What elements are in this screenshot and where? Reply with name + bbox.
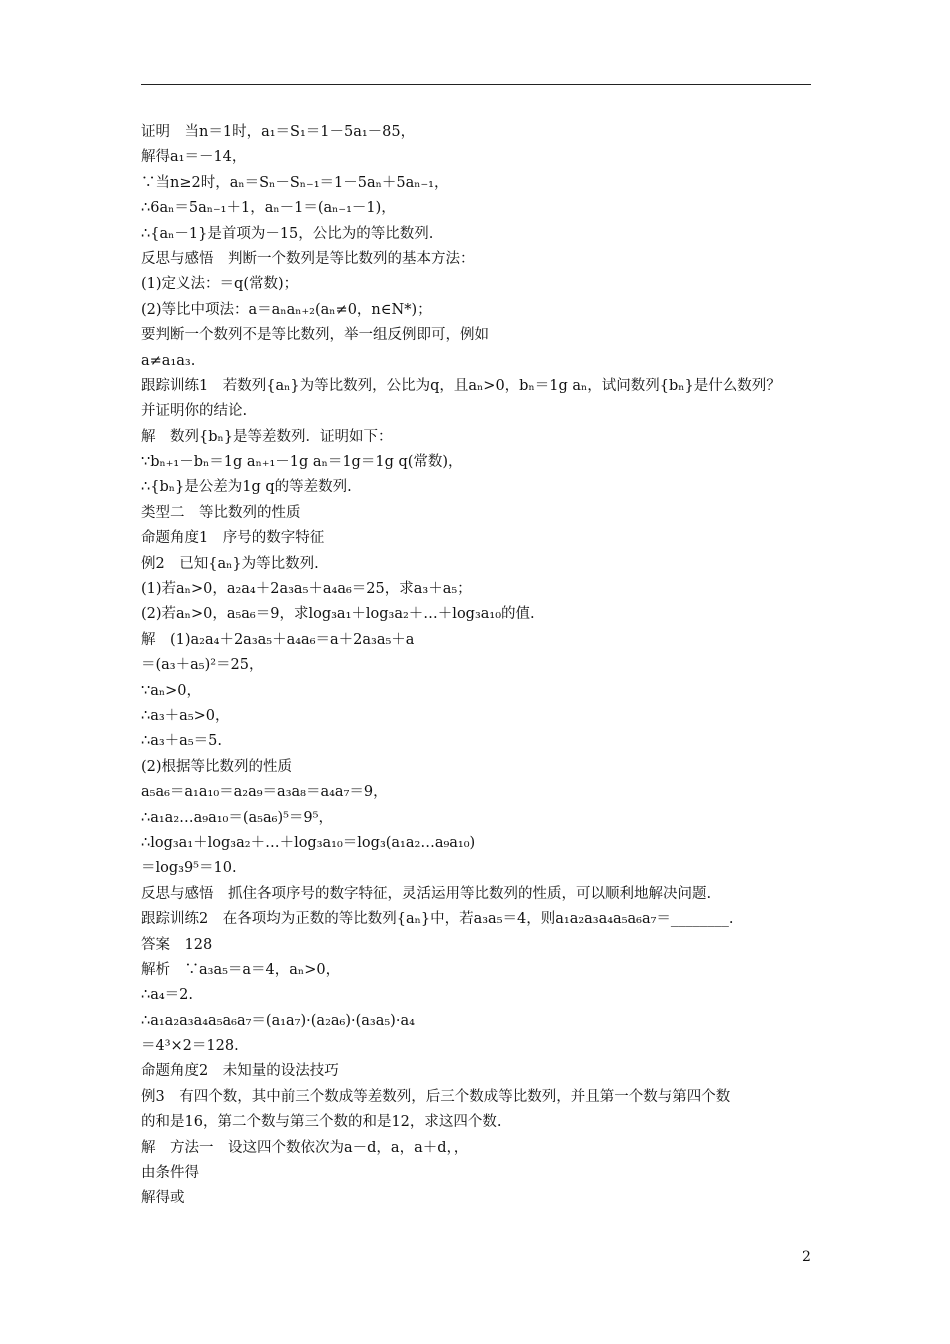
text-line: 命题角度1 序号的数字特征 — [141, 530, 325, 547]
text-line: 证明 当n＝1时，a₁＝S₁＝1－5a₁－85， — [141, 124, 416, 140]
text-line: 类型二 等比数列的性质 — [141, 504, 301, 521]
text-line: 例3 有四个数，其中前三个数成等差数列，后三个数成等比数列，并且第一个数与第四个数 — [141, 1088, 731, 1105]
text-line: a₅a₆＝a₁a₁₀＝a₂a₉＝a₃a₈＝a₄a₇＝9， — [141, 784, 388, 801]
text-line: ＝log₃9⁵＝10. — [141, 860, 237, 877]
text-line: ∴a₃＋a₅＝5. — [141, 733, 222, 750]
text-line: 跟踪训练2 在各项均为正数的等比数列{aₙ}中，若a₃a₅＝4，则a₁a₂a₃a₄a₅a₆a₇＝________. — [141, 911, 734, 928]
text-line: (2)等比中项法：a＝aₙaₙ₊₂(aₙ≠0，n∈N*)； — [141, 301, 432, 318]
text-line: 解 (1)a₂a₄＋2a₃a₅＋a₄a₆＝a＋2a₃a₅＋a — [141, 631, 415, 648]
text-line: 解析 ∵a₃a₅＝a＝4，aₙ>0， — [141, 961, 341, 978]
text-line: ∴a₁a₂…a₉a₁₀＝(a₅a₆)⁵＝9⁵， — [141, 809, 333, 826]
text-line: 由条件得 — [141, 1165, 199, 1182]
text-line: 命题角度2 未知量的设法技巧 — [141, 1063, 339, 1080]
header-rule — [141, 84, 811, 85]
text-line: 解得或 — [141, 1190, 185, 1207]
text-line: 解得a₁＝－14， — [141, 149, 247, 166]
text-line: (2)根据等比数列的性质 — [141, 758, 293, 775]
page-number: 2 — [802, 1249, 811, 1265]
text-line: 例2 已知{aₙ}为等比数列. — [141, 555, 319, 572]
text-line: ∴log₃a₁＋log₃a₂＋…＋log₃a₁₀＝log₃(a₁a₂…a₉a₁₀) — [141, 834, 476, 851]
text-line: (1)定义法：＝q(常数)； — [141, 276, 299, 293]
text-line: 要判断一个数列不是等比数列，举一组反例即可，例如 — [141, 327, 489, 344]
text-line: ∴6aₙ＝5aₙ₋₁＋1，aₙ－1＝(aₙ₋₁－1)， — [141, 200, 396, 217]
text-line: 答案 128 — [141, 936, 213, 953]
text-line: 解 方法一 设这四个数依次为a－d，a，a＋d，， — [141, 1139, 469, 1156]
document-body — [141, 120, 821, 1212]
text-line: ＝(a₃＋a₅)²＝25， — [141, 657, 264, 674]
text-line: a≠a₁a₃. — [141, 352, 196, 369]
text-line: ∵aₙ>0， — [141, 682, 202, 699]
text-line: (1)若aₙ>0，a₂a₄＋2a₃a₅＋a₄a₆＝25，求a₃＋a₅； — [141, 581, 472, 598]
text-line: ∵当n≥2时，aₙ＝Sₙ－Sₙ₋₁＝1－5aₙ＋5aₙ₋₁， — [141, 174, 449, 191]
text-line: 跟踪训练1 若数列{aₙ}为等比数列，公比为q，且aₙ>0，bₙ＝1g aₙ，试问数列{bₙ}是什么数列？ — [141, 377, 781, 394]
text-line: 反思与感悟 判断一个数列是等比数列的基本方法： — [141, 250, 475, 267]
text-line: (2)若aₙ>0，a₅a₆＝9，求log₃a₁＋log₃a₂＋…＋log₃a₁₀的值. — [141, 606, 535, 623]
text-line: ∴a₁a₂a₃a₄a₅a₆a₇＝(a₁a₇)·(a₂a₆)·(a₃a₅)·a₄ — [141, 1012, 415, 1029]
text-line: ∴{aₙ－1}是首项为－15，公比为的等比数列. — [141, 225, 434, 242]
text-line: 反思与感悟 抓住各项序号的数字特征，灵活运用等比数列的性质，可以顺利地解决问题. — [141, 885, 712, 902]
text-line: 的和是16，第二个数与第三个数的和是12，求这四个数. — [141, 1114, 502, 1131]
text-line: 并证明你的结论. — [141, 403, 248, 420]
text-line: ∴a₄＝2. — [141, 987, 194, 1004]
text-line: ∴{bₙ}是公差为1g q的等差数列. — [141, 479, 352, 496]
text-line: ∵bₙ₊₁－bₙ＝1g aₙ₊₁－1g aₙ＝1g＝1g q(常数)， — [141, 454, 463, 471]
text-line: 解 数列{bₙ}是等差数列．证明如下： — [141, 428, 393, 445]
text-line: ∴a₃＋a₅>0， — [141, 707, 230, 724]
text-line: ＝4³×2＝128. — [141, 1038, 239, 1055]
